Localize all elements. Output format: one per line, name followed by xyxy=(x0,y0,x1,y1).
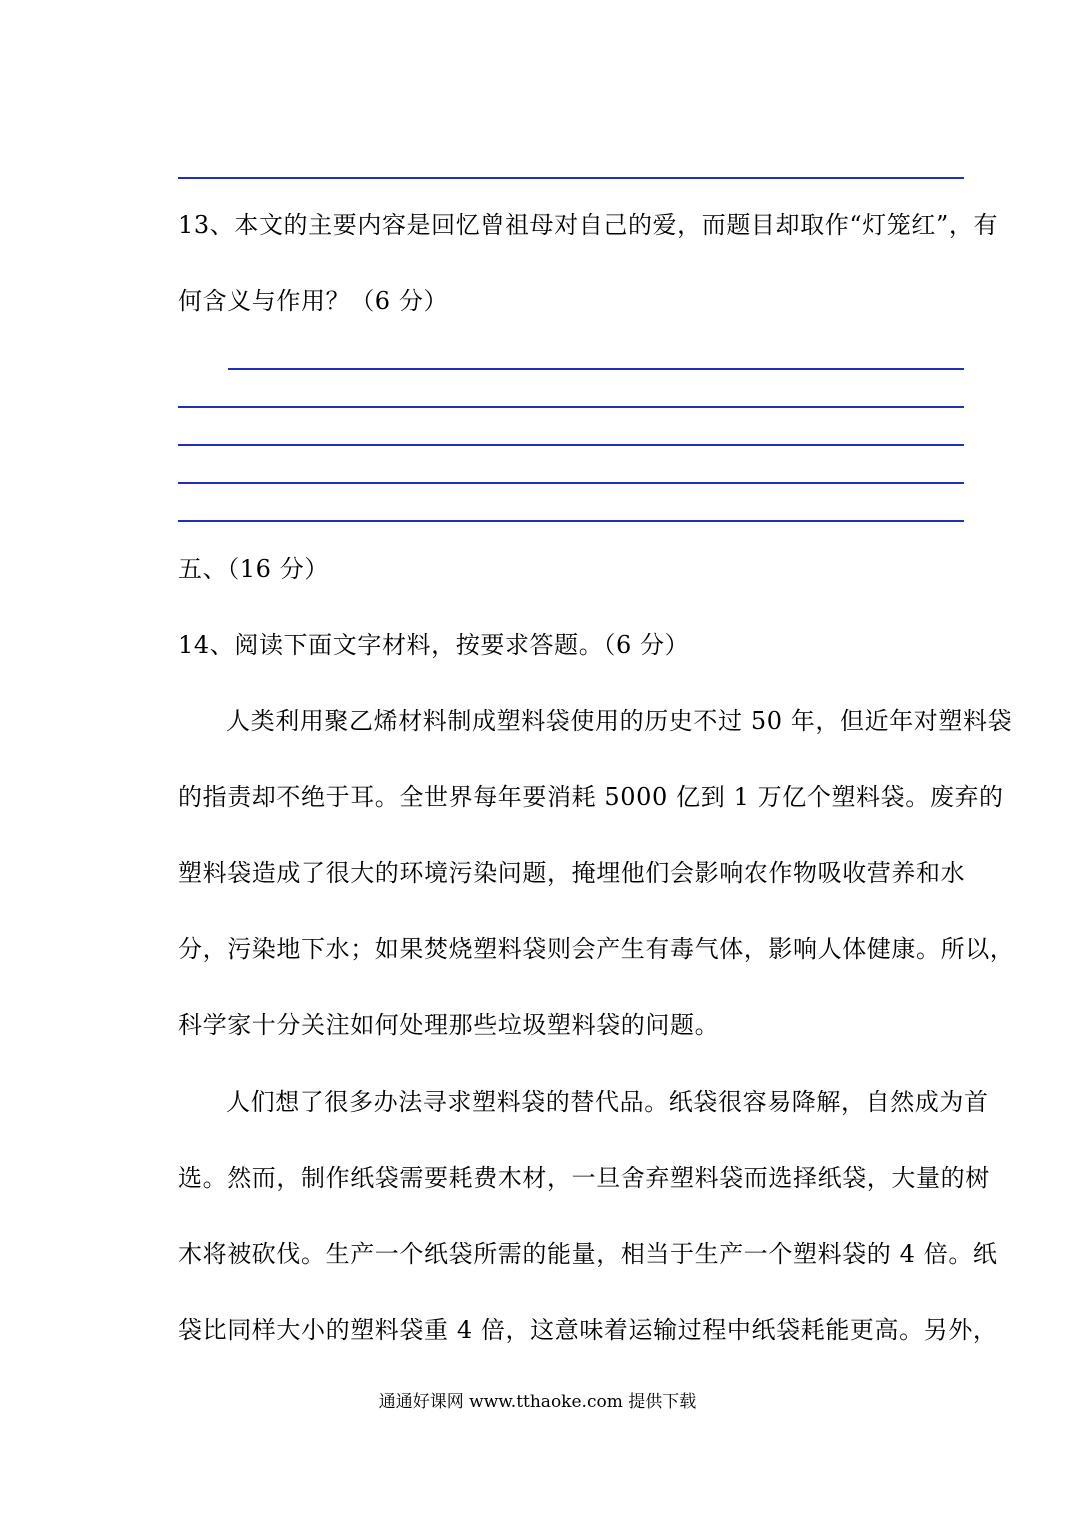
answer-line xyxy=(178,177,964,179)
passage-line: 袋比同样大小的塑料袋重 4 倍，这意味着运输过程中纸袋耗能更高。另外， xyxy=(178,1316,998,1344)
passage-line: 的指责却不绝于耳。全世界每年要消耗 5000 亿到 1 万亿个塑料袋。废弃的 xyxy=(178,783,1004,811)
passage-line: 选。然而，制作纸袋需要耗费木材，一旦舍弃塑料袋而选择纸袋，大量的树 xyxy=(178,1164,990,1192)
passage-line: 人们想了很多办法寻求塑料袋的替代品。纸袋很容易降解，自然成为首 xyxy=(226,1088,989,1116)
passage-line: 木将被砍伐。生产一个纸袋所需的能量，相当于生产一个塑料袋的 4 倍。纸 xyxy=(178,1240,998,1268)
passage-line: 科学家十分关注如何处理那些垃圾塑料袋的问题。 xyxy=(178,1011,720,1039)
page-footer: 通通好课网 www.tthaoke.com 提供下载 xyxy=(378,1392,697,1412)
passage-line: 塑料袋造成了很大的环境污染问题，掩埋他们会影响农作物吸收营养和水 xyxy=(178,859,966,887)
question-14-prompt: 14、阅读下面文字材料，按要求答题。（6 分） xyxy=(178,631,690,659)
question-13-line-2: 何含义与作用？（6 分） xyxy=(178,287,449,315)
answer-line xyxy=(178,482,964,484)
answer-line xyxy=(178,406,964,408)
passage-line: 人类利用聚乙烯材料制成塑料袋使用的历史不过 50 年，但近年对塑料袋 xyxy=(226,707,1013,735)
question-13-line-1: 13、本文的主要内容是回忆曾祖母对自己的爱，而题目却取作“灯笼红”，有 xyxy=(178,211,999,239)
section-heading: 五、（16 分） xyxy=(178,555,329,583)
answer-line xyxy=(228,368,964,370)
passage-line: 分，污染地下水；如果焚烧塑料袋则会产生有毒气体，影响人体健康。所以， xyxy=(178,935,1015,963)
answer-line xyxy=(178,520,964,522)
answer-line xyxy=(178,444,964,446)
